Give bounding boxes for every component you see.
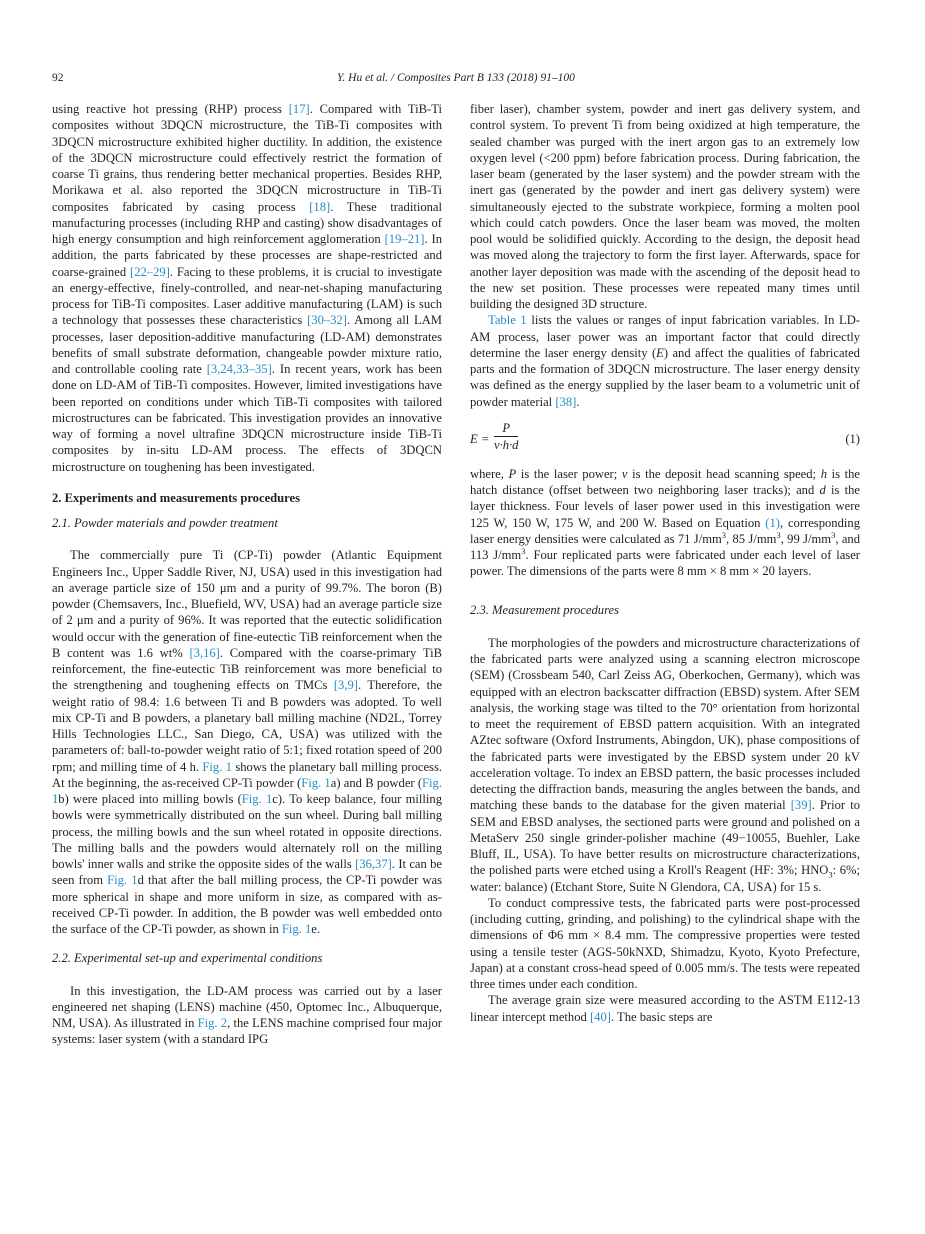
citation-link[interactable]: [36,37] <box>355 857 392 871</box>
citation-link[interactable]: [19–21] <box>384 232 425 246</box>
equation-number: (1) <box>845 431 860 446</box>
subsection-heading: 2.2. Experimental set-up and experimental conditions <box>52 951 323 966</box>
page-number: 92 <box>52 72 64 84</box>
citation-link[interactable]: [30–32] <box>307 313 347 328</box>
subsection-heading: 2.1. Powder materials and powder treatment <box>52 516 278 530</box>
equation-1 <box>470 420 860 460</box>
figure-link[interactable]: Fig. 1 <box>202 759 232 774</box>
equation-fraction <box>494 420 518 454</box>
citation-link[interactable]: [3,24,33–35] <box>206 362 272 376</box>
right-column <box>470 101 860 1025</box>
table-link[interactable]: Table 1 <box>488 313 527 328</box>
paragraph-powder: The commercially pure Ti (CP-Ti) powder (Atlantic Equipment Engineers Inc., Upper Saddle River, NJ, USA) used in this investigation had an average particle size of 150 μm and a purity of 99.7%. The boron (B) powder (Chemsavers, Inc., Bluefield, WV, USA) had an average particle size of 2 μm and a purity of 96%. It was reported that the eutectic solidification would occur with the generation of fine-eutectic TiB reinforcement when the B content was 1.6 wt% [3,16]. Compared with the coarse-primary TiB reinforcement, the fine-eutectic TiB reinforcement was more beneficial to the strengthening and toughening effects on TMCs [3,9]. Therefore, the weight ratio of 98.4: 1.6 between Ti and B powders was adopted. To well mix CP-Ti and B powders, a planetary ball milling machine (ND2L, Torrey Hills Technologies LLC., San Diego, CA, USA) was utilized with the parameters of: ball-to-powder weight ratio of 5:1; fixed rotation speed of 200 rpm; and milling time of 4 h. Fig. 1 shows the planetary ball milling process. At the beginning, the as-received CP-Ti powder (Fig. 1a) and B powder (Fig. 1b) were placed into milling bowls (Fig. 1c). To keep balance, four milling bowls were symmetrically distributed on the sun wheel. During ball milling process, the milling bowls and the sun wheel rotated in opposite directions. The milling balls and the powders would alternately roll on the milling bowls' inner walls and strike the opposite sides of the walls [36,37]. It can be seen from Fig. 1d that after the ball milling process, the CP-Ti powder was more spherical in shape and more uniform in size, as compared with as-received CP-Ti powder. In addition, the B powder was well embedded onto the surface of the CP-Ti powder, as shown in Fig. 1e. <box>52 548 442 936</box>
figure-link[interactable]: Fig. 1 <box>52 775 442 806</box>
equation-link[interactable]: (1) <box>765 515 780 530</box>
citation-link[interactable]: [40] <box>589 1009 611 1024</box>
running-header <box>52 72 860 88</box>
equation-lhs: E = <box>470 431 490 446</box>
subsection-heading: 2.3. Measurement procedures <box>470 602 619 617</box>
paragraph-energy-density: Table 1 lists the values or ranges of input fabrication variables. In LD-AM process, laser power was an important factor that could directly determine the laser energy density (E) and affect the qualities of fabricated parts and the formation of 3DQCN microstructure. The laser energy density was defined as the energy supplied by the laser beam to a volumetric unit of powder material [38]. <box>470 313 860 409</box>
paragraph-measurement: The morphologies of the powders and microstructure characterizations of the fabricated parts were analyzed using a scanning electron microscope (SEM) (Crossbeam 540, Carl Zeiss AG, Oberkochen, Germany), which was equipped with an electron backscatter diffraction (EBSD) system. After SEM analysis, the working stage was tilted to the 70° orientation from horizontal to meet the requirement of EBSD pattern acquisition. With an integrated AZtec software (Oxford Instruments, Abingdon, UK), phase compositions of the fabricated parts were investigated by the EBSD system under 20 kV acceleration voltage. To index an EBSD pattern, the basic processes included detecting the diffraction bands, measuring the angles between the bands, and matching these bands to the database for the given material [39]. Prior to SEM and EBSD analyses, the sectioned parts were ground and polished on a MetaServ 250 single grinder-polisher machine (49−10055, Buehler, Lake Bluff, IL, USA). To have better results on microstructure characterizations, the polished parts were etched using a Kroll's Reagent (HF: 3%; $HNO_3$: 6%; water: balance) (Etchant Store, Suite N Glendora, CA, USA) for 15 s. <box>470 635 860 894</box>
left-column <box>52 101 442 1048</box>
figure-link[interactable]: Fig. 2 <box>197 1016 228 1030</box>
section-heading: 2. Experiments and measurements procedures <box>52 490 301 505</box>
paragraph-setup-continued: fiber laser), chamber system, powder and inert gas delivery system, and control system. To prevent Ti from being oxidized at high temperature, the sealed chamber was purged with the inert argon gas to an extremely low oxygen level (<200 ppm) before fabrication process. During fabrication, the laser beam (generated by the laser system) and the powder stream with the inert gas (generated by the powder and inert gas delivery system) were simultaneously ejected to the substrate workpiece, forming a molten pool which could catch powders. Once the laser beam was moved, the molten pool would be solidified quickly. According to the design, the deposit head was moved along the trajectory to form the first layer. Afterwards, space for another layer deposition was made with the ascending of the deposit head to the new set position. These processes were repeated many times until building the designed 3D structure. <box>470 102 860 311</box>
paragraph-setup: In this investigation, the LD-AM process was carried out by a laser engineered net shaping (LENS) machine (450, Optomec Inc., Albuquerque, NM, USA). As illustrated in Fig. 2, the LENS machine comprised four major systems: laser system (with a standard IPG <box>52 983 442 1047</box>
citation-link[interactable]: [17] <box>288 102 310 116</box>
equation-numerator: P <box>494 420 518 437</box>
running-title: Y. Hu et al. / Composites Part B 133 (2018) 91–100 <box>337 72 575 84</box>
paragraph-variables: where, P is the laser power; v is the deposit head scanning speed; h is the hatch distance (offset between two neighboring laser tracks); and d is the layer thickness. Four levels of laser power used in this investigation were 125 W, 150 W, 175 W, and 200 W. Based on Equation (1), corresponding laser energy densities were calculated as 71 $J/mm^3$, 85 $J/mm^3$, 99 $J/mm^3$, and 113 $J/mm^3$. Four replicated parts were fabricated under each level of laser power. The dimensions of the parts were 8 mm × 8 mm × 20 layers. <box>470 466 861 579</box>
paragraph-intro-continued: using reactive hot pressing (RHP) process [17]. Compared with TiB-Ti composites without 3DQCN microstructure, the TiB-Ti composites with 3DQCN microstructure exhibited higher ductility. In addition, the existence of the 3DQCN microstructure could effectively restrict the formation of coarse Ti grains, thus rendering better mechanical properties. Besides RHP, Morikawa et al. also reported the 3DQCN microstructure in TiB-Ti composites fabricated by casing process [18]. These traditional manufacturing processes (including RHP and casting) show disadvantages of high energy consumption and high reinforcement agglomeration [19–21]. In addition, the parts fabricated by these processes are shape-restricted and coarse-grained [22–29]. Facing to these problems, it is crucial to investigate an energy-effective, finely-controlled, and near-net-shaping manufacturing process for TiB-Ti composites. Laser additive manufacturing (LAM) is such a technology that possesses these characteristics [30–32]. Among all LAM processes, laser deposition-additive manufacturing (LD-AM) demonstrates benefits of small substrate deformation, changeable powder mixture ratio, and controllable cooling rate [3,24,33–35]. In recent years, work has been done on LD-AM of TiB-Ti composites. However, limited investigations have been reported on conditions under which TiB-Ti composites with tailored microstructures can be fabricated. This investigation provides an innovative way of forming a novel ultrafine 3DQCN microstructure inside TiB-Ti composites by in-situ LD-AM process. The effects of 3DQCN microstructure on toughening has been investigated. <box>52 102 443 474</box>
citation-link[interactable]: [3,16] <box>189 645 220 660</box>
citation-link[interactable]: [3,9] <box>333 678 358 693</box>
equation-denominator: v·h·d <box>494 438 519 452</box>
citation-link[interactable]: [18] <box>309 199 331 214</box>
citation-link[interactable]: [38] <box>555 394 577 409</box>
figure-link[interactable]: Fig. 1 <box>107 873 138 888</box>
figure-link[interactable]: Fig. 1 <box>241 792 273 806</box>
citation-link[interactable]: [39] <box>790 798 812 813</box>
citation-link[interactable]: [22–29] <box>130 264 170 279</box>
figure-link[interactable]: Fig. 1 <box>301 775 331 790</box>
paragraph-compressive-tests: To conduct compressive tests, the fabricated parts were post-processed (including cutting, grinding, and polishing) to the cylindrical shape with the dimensions of Φ6 mm × 8.4 mm. The compressive properties were tested using a tensile tester (AGS-50kNXD, Shimadzu, Kyoto, Kyoto Prefecture, Japan) at a constant cross-head speed of 0.005 mm/s. The tests were repeated three times under each condition. <box>470 895 860 991</box>
paragraph-grain-size: The average grain size were measured according to the ASTM E112-13 linear intercept method [40]. The basic steps are <box>470 993 860 1024</box>
figure-link[interactable]: Fig. 1 <box>281 922 312 936</box>
